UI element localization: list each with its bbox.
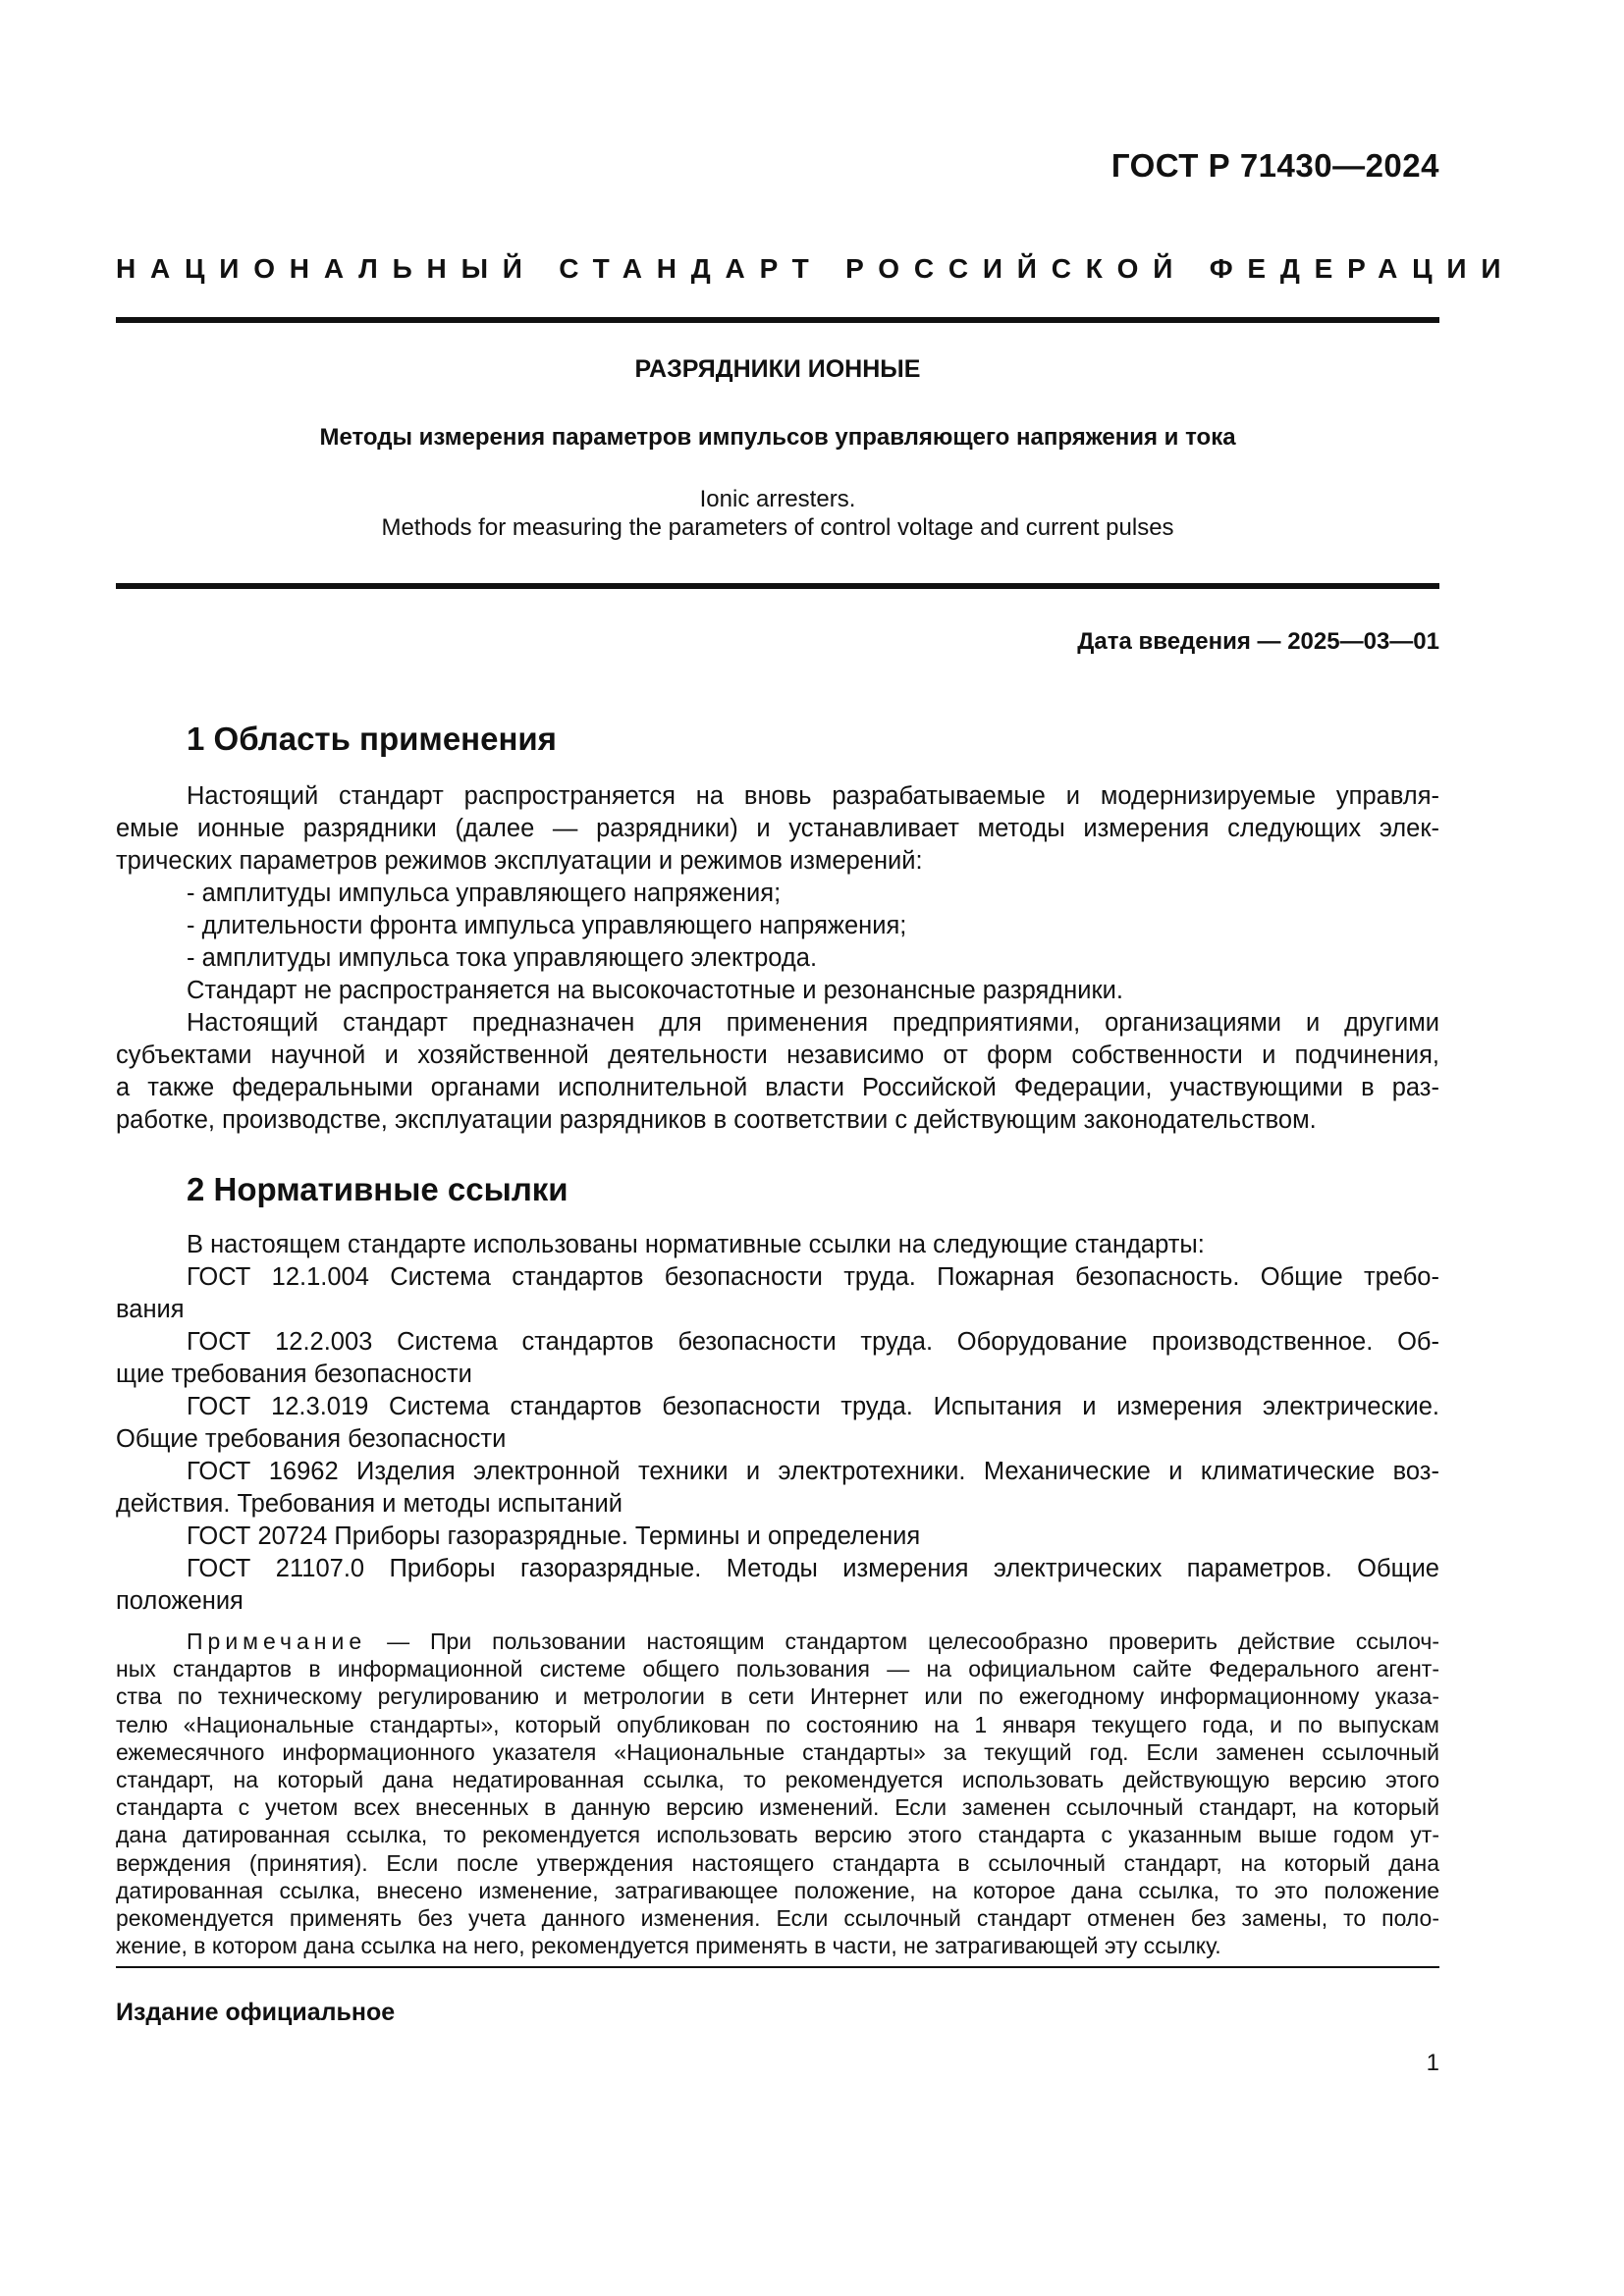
text-line: субъектами научной и хозяйственной деятельности независимо от форм собственности и подчинения, xyxy=(116,1041,1439,1069)
note-line: верждения (принятия). Если после утверждения настоящего стандарта в ссылочный стандарт, на который дана xyxy=(116,1849,1439,1876)
footer-rule xyxy=(116,1966,1439,1968)
top-rule xyxy=(116,317,1439,323)
section-2-body xyxy=(116,1229,1439,1618)
section-1-heading: 1 Область применения xyxy=(187,721,557,757)
note-line: датированная ссылка, внесено изменение, затрагивающее положение, на которое дана ссылка, то это положение xyxy=(116,1877,1439,1903)
reference-line: Общие требования безопасности xyxy=(116,1425,507,1453)
text-line: трических параметров режимов эксплуатации и режимов измерений: xyxy=(116,847,923,875)
english-title-line-1: Ionic arresters. xyxy=(699,486,856,512)
note-line: рекомендуется применять без учета данного изменения. Если ссылочный стандарт отменен без замены, то поло- xyxy=(116,1905,1439,1932)
reference-line: ГОСТ 12.2.003 Система стандартов безопасности труда. Оборудование производственное. Об- xyxy=(187,1328,1439,1356)
document-number: ГОСТ Р 71430—2024 xyxy=(1110,147,1439,184)
text-line: В настоящем стандарте использованы нормативные ссылки на следующие стандарты: xyxy=(187,1231,1205,1258)
note-line: дана датированная ссылка, то рекомендуется использовать версию этого стандарта с указанным выше годом ут- xyxy=(116,1822,1439,1848)
section-2-heading: 2 Нормативные ссылки xyxy=(187,1171,568,1207)
document-title: РАЗРЯДНИКИ ИОННЫЕ xyxy=(634,355,921,383)
reference-line: ГОСТ 16962 Изделия электронной техники и электротехники. Механические и климатические воз- xyxy=(187,1458,1439,1485)
note-label: Примечание xyxy=(187,1629,367,1654)
introduction-date: Дата введения — 2025—03—01 xyxy=(1077,628,1439,655)
text-line: Настоящий стандарт распространяется на вновь разрабатываемые и модернизируемые управля- xyxy=(187,782,1439,810)
text-line: емые ионные разрядники (далее — разрядники) и устанавливает методы измерения следующих элек- xyxy=(116,815,1439,842)
note-line: стандарт, на который дана недатированная ссылка, то рекомендуется использовать действующую версию этого xyxy=(116,1767,1439,1793)
note-line: ных стандартов в информационной системе общего пользования — на официальном сайте Федерального агент- xyxy=(116,1656,1439,1682)
reference-line: положения xyxy=(116,1587,244,1615)
reference-line: ГОСТ 21107.0 Приборы газоразрядные. Методы измерения электрических параметров. Общие xyxy=(187,1555,1439,1582)
text-line: а также федеральными органами исполнительной власти Российской Федерации, участвующими в раз- xyxy=(116,1074,1439,1101)
note-block xyxy=(116,1628,1439,1959)
reference-line: ГОСТ 20724 Приборы газоразрядные. Термины и определения xyxy=(187,1522,921,1550)
text-line: Стандарт не распространяется на высокочастотные и резонансные разрядники. xyxy=(187,977,1123,1004)
section-1-body xyxy=(116,780,1439,1137)
note-line: стандарта с учетом всех внесенных в данную версию изменений. Если заменен ссылочный стандарт, на который xyxy=(116,1794,1439,1821)
reference-line: вания xyxy=(116,1296,185,1323)
reference-line: щие требования безопасности xyxy=(116,1361,472,1388)
list-item: - амплитуды импульса управляющего напряжения; xyxy=(187,880,782,907)
standard-series-title: НАЦИОНАЛЬНЫЙ СТАНДАРТ РОССИЙСКОЙ ФЕДЕРАЦИИ xyxy=(116,253,1516,284)
list-item: - амплитуды импульса тока управляющего электрода. xyxy=(187,944,818,972)
english-title-line-2: Methods for measuring the parameters of control voltage and current pulses xyxy=(381,514,1174,541)
note-line: телю «Национальные стандарты», который опубликован по состоянию на 1 января текущего года, и по выпускам xyxy=(116,1711,1439,1737)
note-line xyxy=(116,1628,1439,1655)
note-first-line: — При пользовании настоящим стандартом целесообразно проверить действие ссылоч- xyxy=(366,1629,1439,1654)
official-edition-label: Издание официальное xyxy=(116,1999,396,2026)
reference-line: ГОСТ 12.3.019 Система стандартов безопасности труда. Испытания и измерения электрические. xyxy=(187,1393,1439,1420)
note-line: ежемесячного информационного указателя «Национальные стандарты» за текущий год. Если заменен ссылочный xyxy=(116,1738,1439,1765)
note-line: жение, в котором дана ссылка на него, рекомендуется применять в части, не затрагивающей эту ссылку. xyxy=(116,1933,1221,1959)
list-item: - длительности фронта импульса управляющего напряжения; xyxy=(187,912,907,939)
note-line: ства по техническому регулированию и метрологии в сети Интернет или по ежегодному информационному указа- xyxy=(116,1683,1439,1710)
title-bottom-rule xyxy=(116,583,1439,589)
reference-line: ГОСТ 12.1.004 Система стандартов безопасности труда. Пожарная безопасность. Общие требо- xyxy=(187,1263,1439,1291)
text-line: Настоящий стандарт предназначен для применения предприятиями, организациями и другими xyxy=(187,1009,1439,1037)
page-number: 1 xyxy=(1426,2050,1439,2076)
document-subtitle: Методы измерения параметров импульсов управляющего напряжения и тока xyxy=(319,424,1236,451)
text-line: работке, производстве, эксплуатации разрядников в соответствии с действующим законодательством. xyxy=(116,1106,1317,1134)
reference-line: действия. Требования и методы испытаний xyxy=(116,1490,623,1518)
